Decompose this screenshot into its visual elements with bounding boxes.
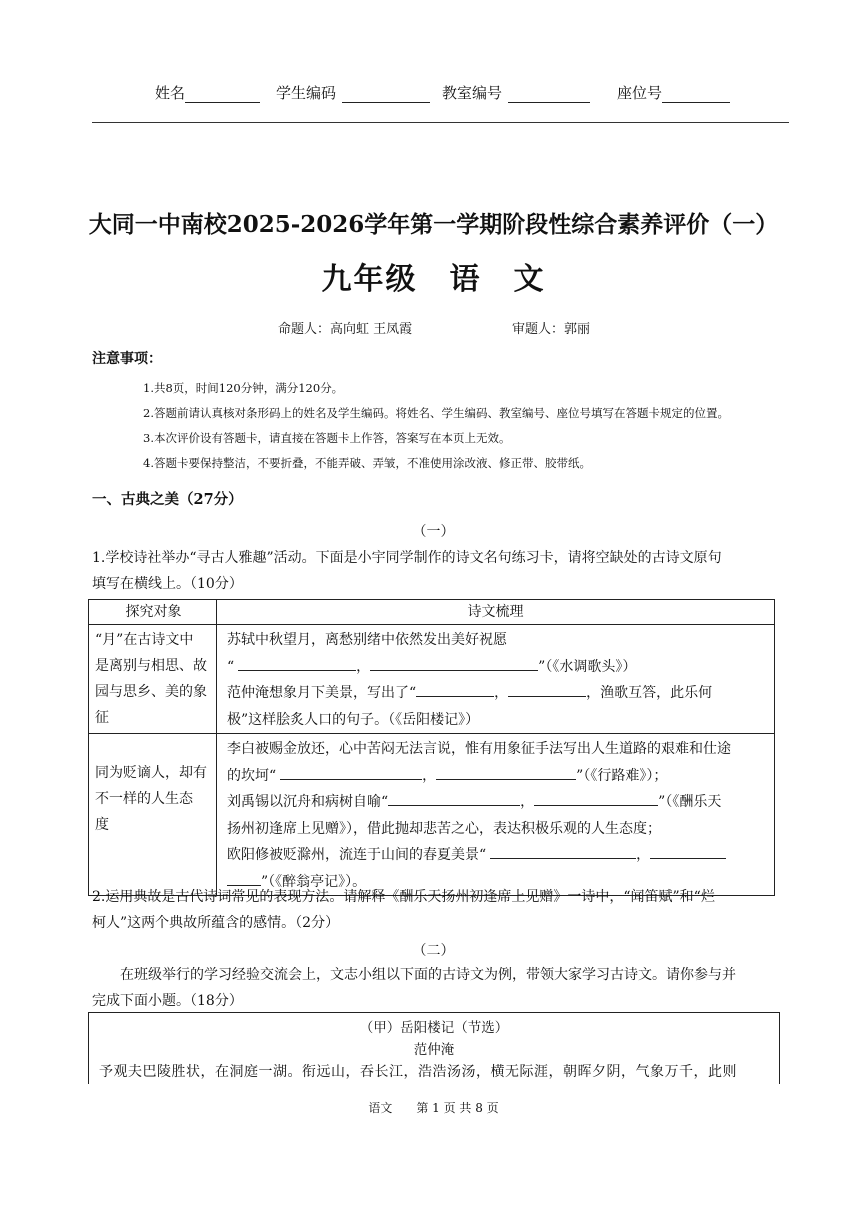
notice-item: 2.答题前请认真核对条形码上的姓名及学生编码。将姓名、学生编码、教室编号、座位号填写在答题卡规定的位置。 — [143, 406, 729, 420]
column-header: 诗文梳理 — [217, 600, 775, 625]
question-2-line: 2.运用典故是古代诗词常见的表现方法。请解释《酬乐天扬州初逢席上见赠》一诗中，“闻笛赋”和“烂 — [92, 889, 715, 905]
answer-blank[interactable] — [238, 654, 356, 671]
notice-item: 4.答题卡要保持整洁，不要折叠，不能弄破、弄皱，不准使用涂改液、修正带、胶带纸。 — [143, 456, 591, 470]
topic-line: 征 — [95, 710, 109, 726]
page-footer: 语文 第 1 页 共 8 页 — [368, 1101, 499, 1115]
name-field[interactable] — [155, 82, 260, 103]
exam-subtitle: 九年级 语 文 — [321, 262, 546, 297]
topic-line: 度 — [95, 817, 109, 833]
question-2-line: 柯人”这两个典故所蕴含的感情。（2分） — [92, 915, 340, 931]
student-id-field[interactable] — [276, 82, 430, 103]
seat-field[interactable] — [617, 82, 730, 103]
notice-heading: 注意事项： — [92, 351, 162, 367]
name-blank[interactable] — [185, 87, 260, 103]
topic-line: 园与思乡、美的象 — [95, 684, 207, 700]
poem-line — [227, 789, 768, 816]
intro-line: 完成下面小题。（18分） — [92, 993, 243, 1009]
student-id-blank[interactable] — [342, 87, 430, 103]
passage-box — [88, 1012, 780, 1084]
comma: ， — [636, 847, 651, 863]
notice-item: 1.共8页，时间120分钟，满分120分。 — [143, 381, 344, 395]
poem-line — [227, 680, 768, 707]
table-row — [89, 625, 775, 734]
intro-line: 在班级举行的学习经验交流会上，文志小组以下面的古诗文为例，带领大家学习古诗文。请你参与并 — [120, 967, 736, 983]
table-header-row — [89, 600, 775, 625]
header-divider — [92, 122, 789, 123]
name-label: 姓名 — [155, 84, 186, 102]
comma: ， — [422, 767, 437, 784]
seat-blank[interactable] — [662, 87, 730, 103]
answer-blank[interactable] — [650, 842, 726, 859]
exam-title: 大同一中南校2025-2026学年第一学期阶段性综合素养评价（一） — [88, 211, 779, 238]
poem-line — [227, 842, 768, 869]
poem-text: 的坎坷“ — [227, 767, 277, 784]
comma: ， — [520, 794, 535, 810]
answer-blank[interactable] — [388, 789, 520, 806]
question-1-line: 填写在横线上。（10分） — [92, 576, 243, 592]
question-2-text — [92, 884, 792, 936]
student-id-label: 学生编码 — [276, 84, 337, 102]
answer-blank[interactable] — [280, 763, 422, 780]
exam-info-header — [0, 82, 867, 106]
poem-line: 李白被赐金放还，心中苦闷无法言说，惟有用象征手法写出人生道路的艰难和仕途 — [227, 741, 731, 757]
question-1-line: 1.学校诗社举办“寻古人雅趣”活动。下面是小宇同学制作的诗文名句练习卡，请将空缺处的古诗文原句 — [92, 550, 722, 566]
answer-blank[interactable] — [436, 763, 576, 780]
part-two-mark: （二） — [412, 943, 455, 959]
classroom-field[interactable] — [442, 82, 590, 103]
section-heading: 一、古典之美（27分） — [92, 491, 243, 508]
topic-line: 不一样的人生态 — [95, 791, 193, 807]
passage-author: 范仲淹 — [413, 1042, 455, 1058]
poem-text: 刘禹锡以沉舟和病树自喻“ — [227, 794, 389, 810]
passage-title: （甲）岳阳楼记（节选） — [359, 1020, 509, 1036]
poem-text: 范仲淹想象月下美景，写出了“ — [227, 685, 417, 701]
poetry-table — [88, 599, 775, 896]
poem-line — [227, 763, 768, 790]
answer-blank[interactable] — [534, 789, 658, 806]
answer-blank[interactable] — [490, 842, 636, 859]
table-row — [89, 734, 775, 896]
quote-close: ”（《水调歌头》） — [538, 658, 637, 675]
topic-cell-exile — [89, 734, 217, 896]
setters: 命题人：高向虹 王凤霞 — [278, 322, 413, 337]
reviewer: 审题人：郭丽 — [512, 322, 591, 337]
poem-line — [227, 654, 768, 681]
quote-open: “ — [227, 658, 235, 675]
part-two-intro — [92, 962, 792, 1014]
poem-cell-exile — [217, 734, 775, 896]
poem-text: ，渔歌互答，此乐何 — [586, 685, 713, 701]
answer-blank[interactable] — [370, 654, 538, 671]
topic-line: 是离别与相思、故 — [95, 658, 207, 674]
classroom-blank[interactable] — [508, 87, 590, 103]
poem-text: ”（《醉翁亭记》）。 — [261, 873, 367, 890]
answer-blank[interactable] — [227, 869, 261, 886]
poem-line: 苏轼中秋望月，离愁别绪中依然发出美好祝愿 — [227, 632, 507, 648]
poem-text: 欧阳修被贬滁州，流连于山间的春夏美景“ — [227, 847, 487, 863]
column-header: 探究对象 — [89, 600, 217, 625]
answer-blank[interactable] — [508, 680, 586, 697]
comma: ， — [494, 685, 509, 701]
topic-cell-moon — [89, 625, 217, 734]
seat-label: 座位号 — [617, 84, 663, 102]
poem-text: ”（《行路难》）； — [576, 767, 668, 784]
notice-item: 3.本次评价设有答题卡，请直接在答题卡上作答，答案写在本页上无效。 — [143, 431, 511, 445]
answer-blank[interactable] — [416, 680, 494, 697]
classroom-label: 教室编号 — [442, 84, 503, 102]
poem-line: 扬州初逢席上见赠》），借此抛却悲苦之心，表达积极乐观的人生态度； — [227, 820, 661, 837]
poem-line: 极”这样脍炙人口的句子。（《岳阳楼记》） — [227, 711, 480, 728]
question-1-text — [92, 545, 792, 597]
poem-cell-moon — [217, 625, 775, 734]
part-one-mark: （一） — [412, 524, 455, 540]
topic-line: “月”在古诗文中 — [95, 632, 194, 648]
comma: ， — [356, 658, 371, 675]
passage-text: 予观夫巴陵胜状，在洞庭一湖。衔远山，吞长江，浩浩汤汤，横无际涯，朝晖夕阴，气象万千，此则 — [99, 1064, 737, 1080]
poem-text: ”（《酬乐天 — [658, 794, 722, 810]
topic-line: 同为贬谪人，却有 — [95, 765, 207, 781]
